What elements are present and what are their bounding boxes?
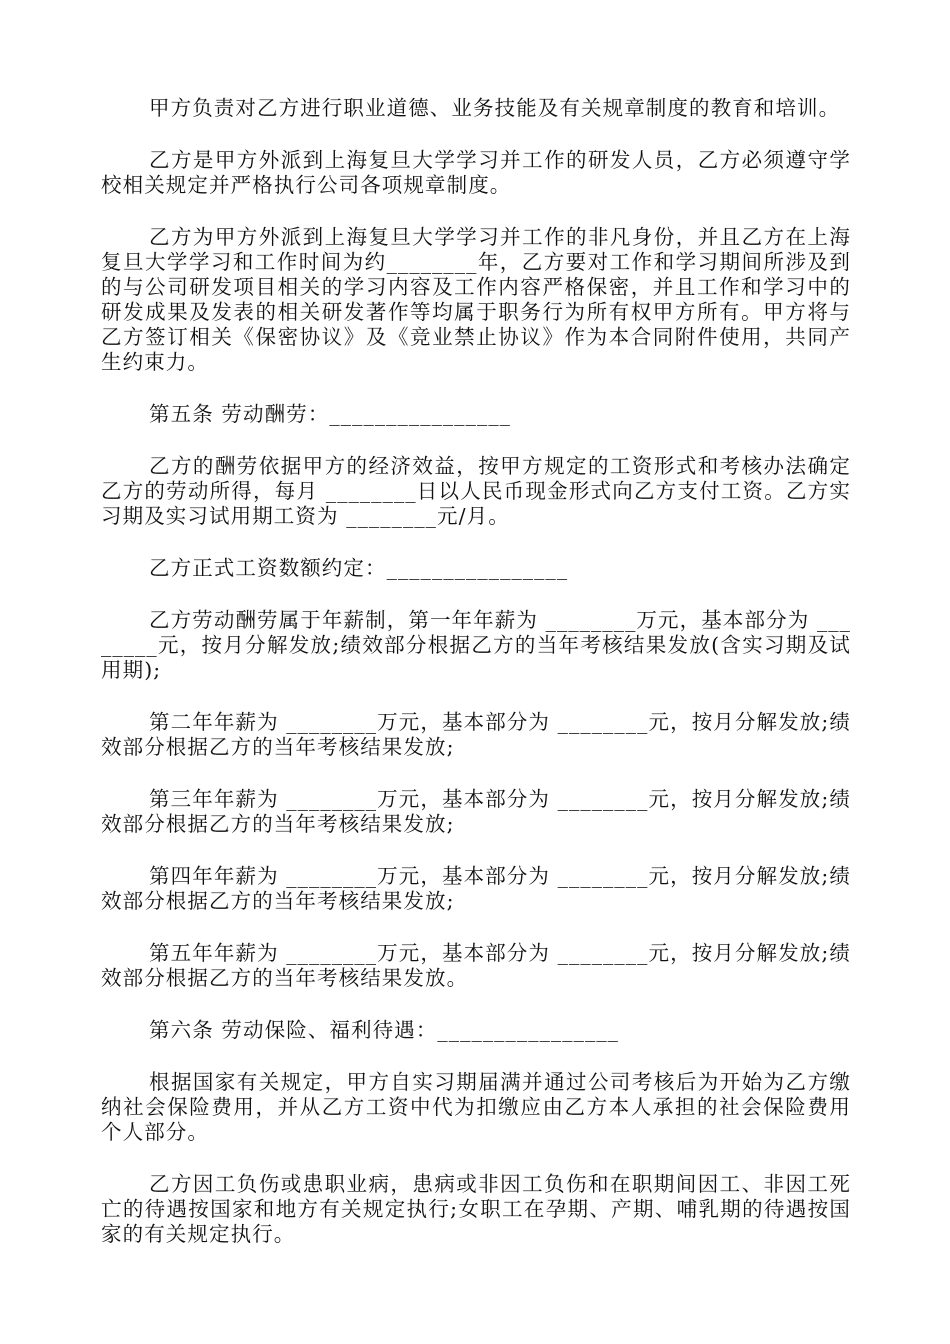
paragraph-injury-benefits: 乙方因工负伤或患职业病，患病或非因工负伤和在职期间因工、非因工死亡的待遇按国家和地方有关规定执行;女职工在孕期、产期、哺乳期的待遇按国家的有关规定执行。 bbox=[101, 1172, 851, 1246]
paragraph-year-3-salary: 第三年年薪为 ________万元，基本部分为 ________元，按月分解发放;绩效部分根据乙方的当年考核结果发放; bbox=[101, 787, 851, 836]
paragraph-year-2-salary: 第二年年薪为 ________万元，基本部分为 ________元，按月分解发放;绩效部分根据乙方的当年考核结果发放; bbox=[101, 710, 851, 759]
document-page bbox=[101, 96, 851, 1274]
paragraph-year-1-salary: 乙方劳动酬劳属于年薪制，第一年年薪为 ________万元，基本部分为 ________元，按月分解发放;绩效部分根据乙方的当年考核结果发放(含实习期及试用期); bbox=[101, 608, 851, 682]
paragraph-salary-basis: 乙方的酬劳依据甲方的经济效益，按甲方规定的工资形式和考核办法确定乙方的劳动所得，每月 ________日以人民币现金形式向乙方支付工资。乙方实习期及实习试用期工资为 ________元/月。 bbox=[101, 454, 851, 528]
paragraph-training: 甲方负责对乙方进行职业道德、业务技能及有关规章制度的教育和培训。 bbox=[149, 96, 841, 120]
article-6-heading: 第六条 劳动保险、福利待遇：________________ bbox=[149, 1018, 620, 1042]
paragraph-formal-salary: 乙方正式工资数额约定：________________ bbox=[149, 556, 569, 580]
paragraph-confidentiality: 乙方为甲方外派到上海复旦大学学习并工作的非凡身份，并且乙方在上海复旦大学学习和工作时间为约________年，乙方要对工作和学习期间所涉及到的与公司研发项目相关的学习内容及工作内容严格保密，并且工作和学习中的研发成果及发表的相关研发著作等均属于职务行为所有权甲方所有。甲方将与乙方签订相关《保密协议》及《竞业禁止协议》作为本合同附件使用，共同产生约束力。 bbox=[101, 225, 851, 374]
article-5-heading: 第五条 劳动酬劳：________________ bbox=[149, 402, 512, 426]
paragraph-researcher-role: 乙方是甲方外派到上海复旦大学学习并工作的研发人员，乙方必须遵守学校相关规定并严格执行公司各项规章制度。 bbox=[101, 148, 851, 197]
paragraph-social-insurance: 根据国家有关规定，甲方自实习期届满并通过公司考核后为开始为乙方缴纳社会保险费用，并从乙方工资中代为扣缴应由乙方本人承担的社会保险费用个人部分。 bbox=[101, 1070, 851, 1144]
paragraph-year-5-salary: 第五年年薪为 ________万元，基本部分为 ________元，按月分解发放;绩效部分根据乙方的当年考核结果发放。 bbox=[101, 941, 851, 990]
paragraph-year-4-salary: 第四年年薪为 ________万元，基本部分为 ________元，按月分解发放;绩效部分根据乙方的当年考核结果发放; bbox=[101, 864, 851, 913]
